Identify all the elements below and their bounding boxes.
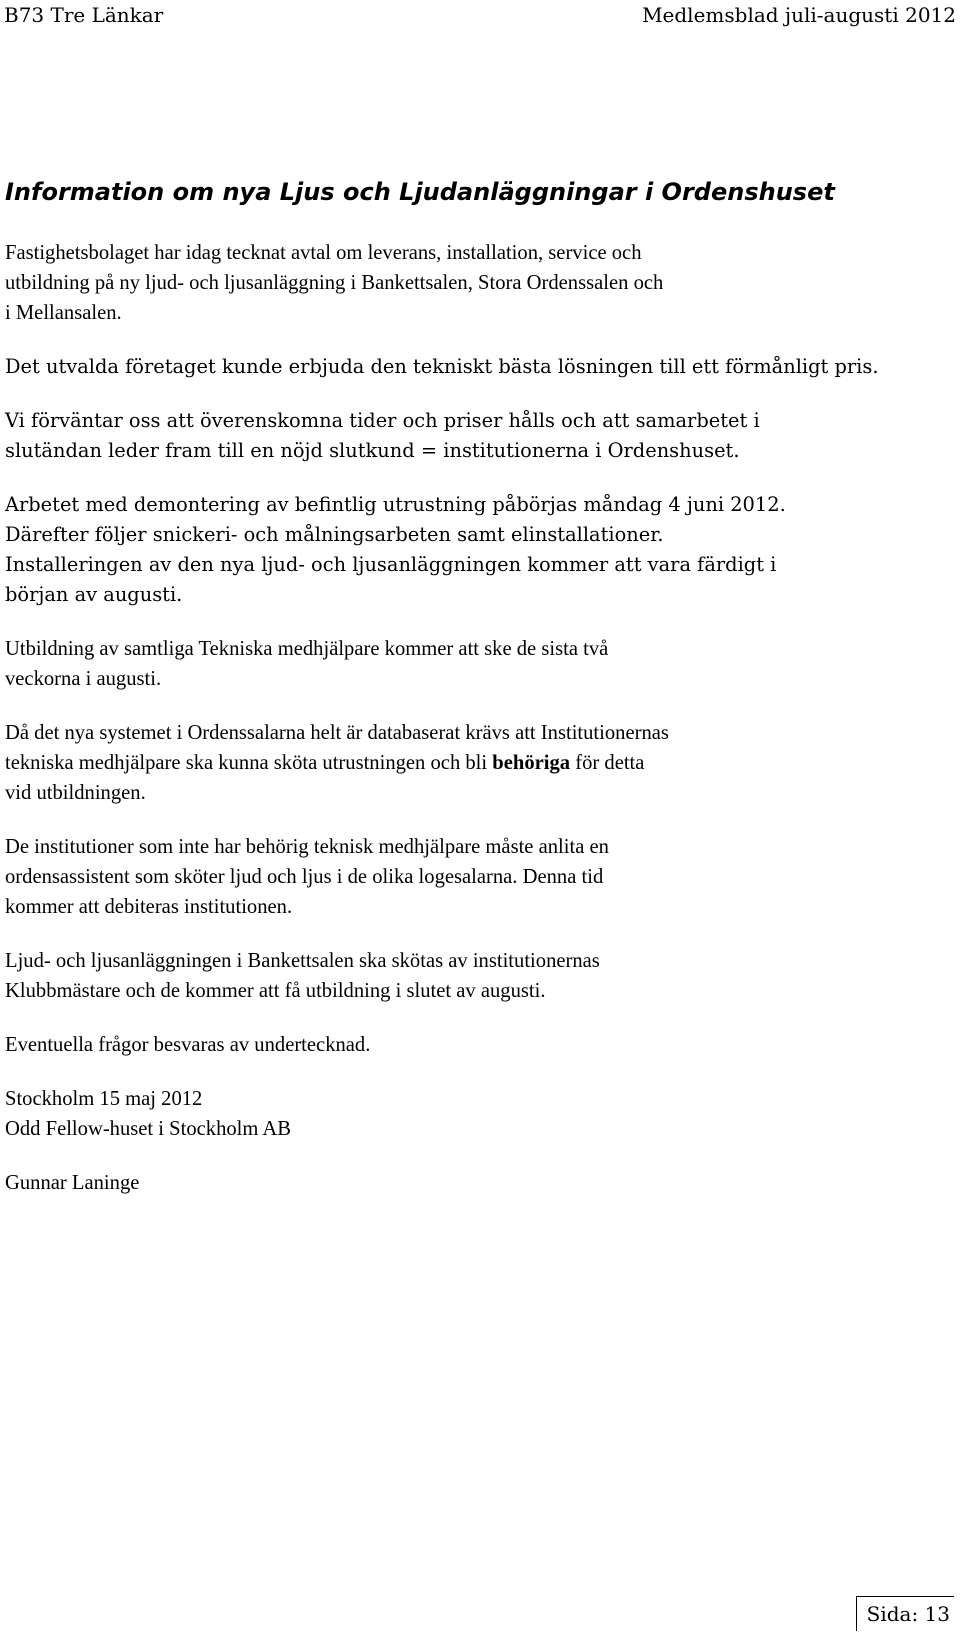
lodge-name: B73 Tre Länkar bbox=[4, 3, 164, 27]
paragraph-questions bbox=[5, 1030, 950, 1060]
paragraph-qualification bbox=[5, 718, 950, 808]
page-header bbox=[4, 0, 956, 30]
paragraph-schedule bbox=[5, 490, 950, 610]
paragraph-line: Då det nya systemet i Ordenssalarna helt är databaserat krävs att Institutionernas bbox=[5, 722, 669, 744]
paragraph-line: kommer att debiteras institutionen. bbox=[5, 896, 293, 918]
paragraph-training bbox=[5, 634, 950, 694]
paragraph-line: ordensassistent som sköter ljud och ljus i de olika logesalarna. Denna tid bbox=[5, 866, 604, 888]
page-footer bbox=[856, 1596, 954, 1631]
signature-name-block bbox=[5, 1168, 950, 1198]
paragraph-line: Eventuella frågor besvaras av undertecknad. bbox=[5, 1034, 371, 1056]
article-title: Information om nya Ljus och Ljudanläggningar i Ordenshuset bbox=[5, 178, 835, 206]
paragraph-line: Utbildning av samtliga Tekniska medhjälpare kommer att ske de sista två bbox=[5, 638, 609, 660]
paragraph-line: Det utvalda företaget kunde erbjuda den tekniskt bästa lösningen till ett förmånligt pris. bbox=[5, 355, 879, 378]
signature-place-date: Stockholm 15 maj 2012 bbox=[5, 1088, 203, 1110]
paragraph-line: vid utbildningen. bbox=[5, 782, 146, 804]
page-number: Sida: 13 bbox=[866, 1602, 950, 1626]
paragraph-line: i Mellansalen. bbox=[5, 302, 122, 324]
issue-title: Medlemsblad juli-augusti 2012 bbox=[642, 3, 956, 27]
paragraph-line: slutändan leder fram till en nöjd slutkund = institutionerna i Ordenshuset. bbox=[5, 439, 740, 462]
paragraph-agreement bbox=[5, 238, 950, 328]
paragraph-line: Därefter följer snickeri- och målningsarbeten samt elinstallationer. bbox=[5, 523, 664, 546]
paragraph-line: veckorna i augusti. bbox=[5, 668, 162, 690]
paragraph-line: Ljud- och ljusanläggningen i Bankettsalen ska skötas av institutionernas bbox=[5, 950, 600, 972]
paragraph-line: utbildning på ny ljud- och ljusanläggning i Bankettsalen, Stora Ordenssalen och bbox=[5, 272, 664, 294]
text-segment: för detta bbox=[570, 752, 645, 774]
paragraph-line: början av augusti. bbox=[5, 583, 183, 606]
article bbox=[5, 176, 950, 1198]
signature-company: Odd Fellow-huset i Stockholm AB bbox=[5, 1118, 292, 1140]
paragraph-line: Klubbmästare och de kommer att få utbildning i slutet av augusti. bbox=[5, 980, 546, 1002]
paragraph-line bbox=[5, 748, 950, 778]
paragraph-line: Arbetet med demontering av befintlig utrustning påbörjas måndag 4 juni 2012. bbox=[5, 493, 786, 516]
paragraph-expectations bbox=[5, 406, 950, 466]
paragraph-line: Vi förväntar oss att överenskomna tider och priser hålls och att samarbetet i bbox=[5, 409, 760, 432]
paragraph-line: Installeringen av den nya ljud- och ljusanläggningen kommer att vara färdigt i bbox=[5, 553, 777, 576]
text-segment: tekniska medhjälpare ska kunna sköta utrustningen och bli bbox=[5, 752, 493, 774]
emphasis-text: behöriga bbox=[492, 752, 571, 774]
signature-block bbox=[5, 1084, 950, 1144]
paragraph-assistant bbox=[5, 832, 950, 922]
paragraph-line: De institutioner som inte har behörig teknisk medhjälpare måste anlita en bbox=[5, 836, 609, 858]
signature-name: Gunnar Laninge bbox=[5, 1172, 140, 1194]
paragraph-line: Fastighetsbolaget har idag tecknat avtal om leverans, installation, service och bbox=[5, 242, 642, 264]
paragraph-chosen-company bbox=[5, 352, 950, 382]
paragraph-banquet-hall bbox=[5, 946, 950, 1006]
